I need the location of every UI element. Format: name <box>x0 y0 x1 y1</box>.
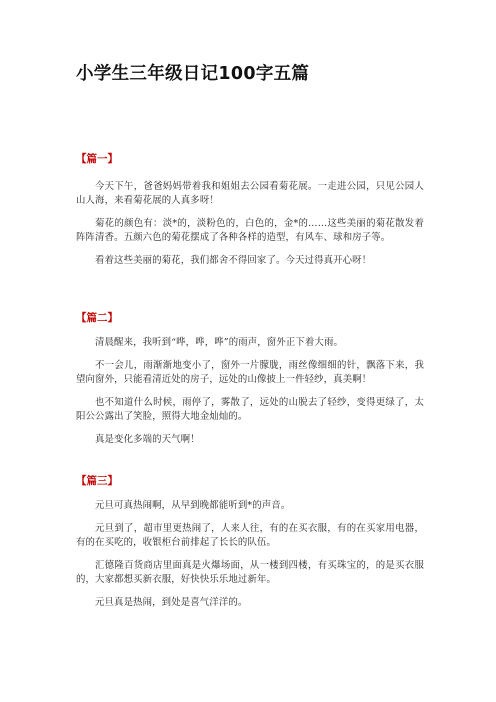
paragraph: 汇德隆百货商店里面真是火爆场面，从一楼到四楼，有买珠宝的，的是买衣服的，大家都想买新衣服，好快快乐乐地过新年。 <box>76 560 424 585</box>
section-heading: 【篇二】 <box>76 312 118 324</box>
paragraph: 元旦到了，超市里更热闹了，人来人往，有的在买衣服，有的在买家用电器，有的在买吃的，收银柜台前排起了长长的队伍。 <box>76 523 424 548</box>
paragraph: 不一会儿，雨渐渐地变小了，窗外一片朦胧，雨丝像细细的针，飘落下来，我望向窗外，只能看清近处的房子，远处的山像披上一件轻纱，真美啊！ <box>76 360 424 385</box>
section-heading: 【篇三】 <box>76 475 118 487</box>
paragraph: 元旦真是热闹，到处是喜气洋洋的。 <box>95 597 248 608</box>
page-title: 小学生三年级日记100字五篇 <box>76 64 310 84</box>
paragraph: 菊花的颜色有：淡*的，淡粉色的，白色的，金*的……这些美丽的菊花散发着阵阵清香。五颜六色的菊花摆成了各种各样的造型，有风车、球和房子等。 <box>76 218 424 243</box>
section-heading: 【篇一】 <box>76 153 118 165</box>
paragraph: 元旦可真热闹啊，从早到晚都能听到*的声音。 <box>95 500 291 511</box>
paragraph: 也不知道什么时候，雨停了，雾散了，远处的山脱去了轻纱，变得更绿了，太阳公公露出了笑脸，照得大地金灿灿的。 <box>76 397 424 422</box>
paragraph: 真是变化多端的天气啊！ <box>95 434 200 445</box>
section-1 <box>76 152 424 268</box>
paragraph: 今天下午，爸爸妈妈带着我和姐姐去公园看菊花展。一走进公园，只见公园人山人海，来看菊花展的人真多呀！ <box>76 181 424 206</box>
paragraph: 看着这些美丽的菊花，我们都舍不得回家了。今天过得真开心呀！ <box>95 255 372 266</box>
section-2 <box>76 311 424 447</box>
section-3 <box>76 474 424 610</box>
paragraph: 清晨醒来，我听到“哗，哗，哗”的雨声，窗外正下着大雨。 <box>95 337 344 348</box>
